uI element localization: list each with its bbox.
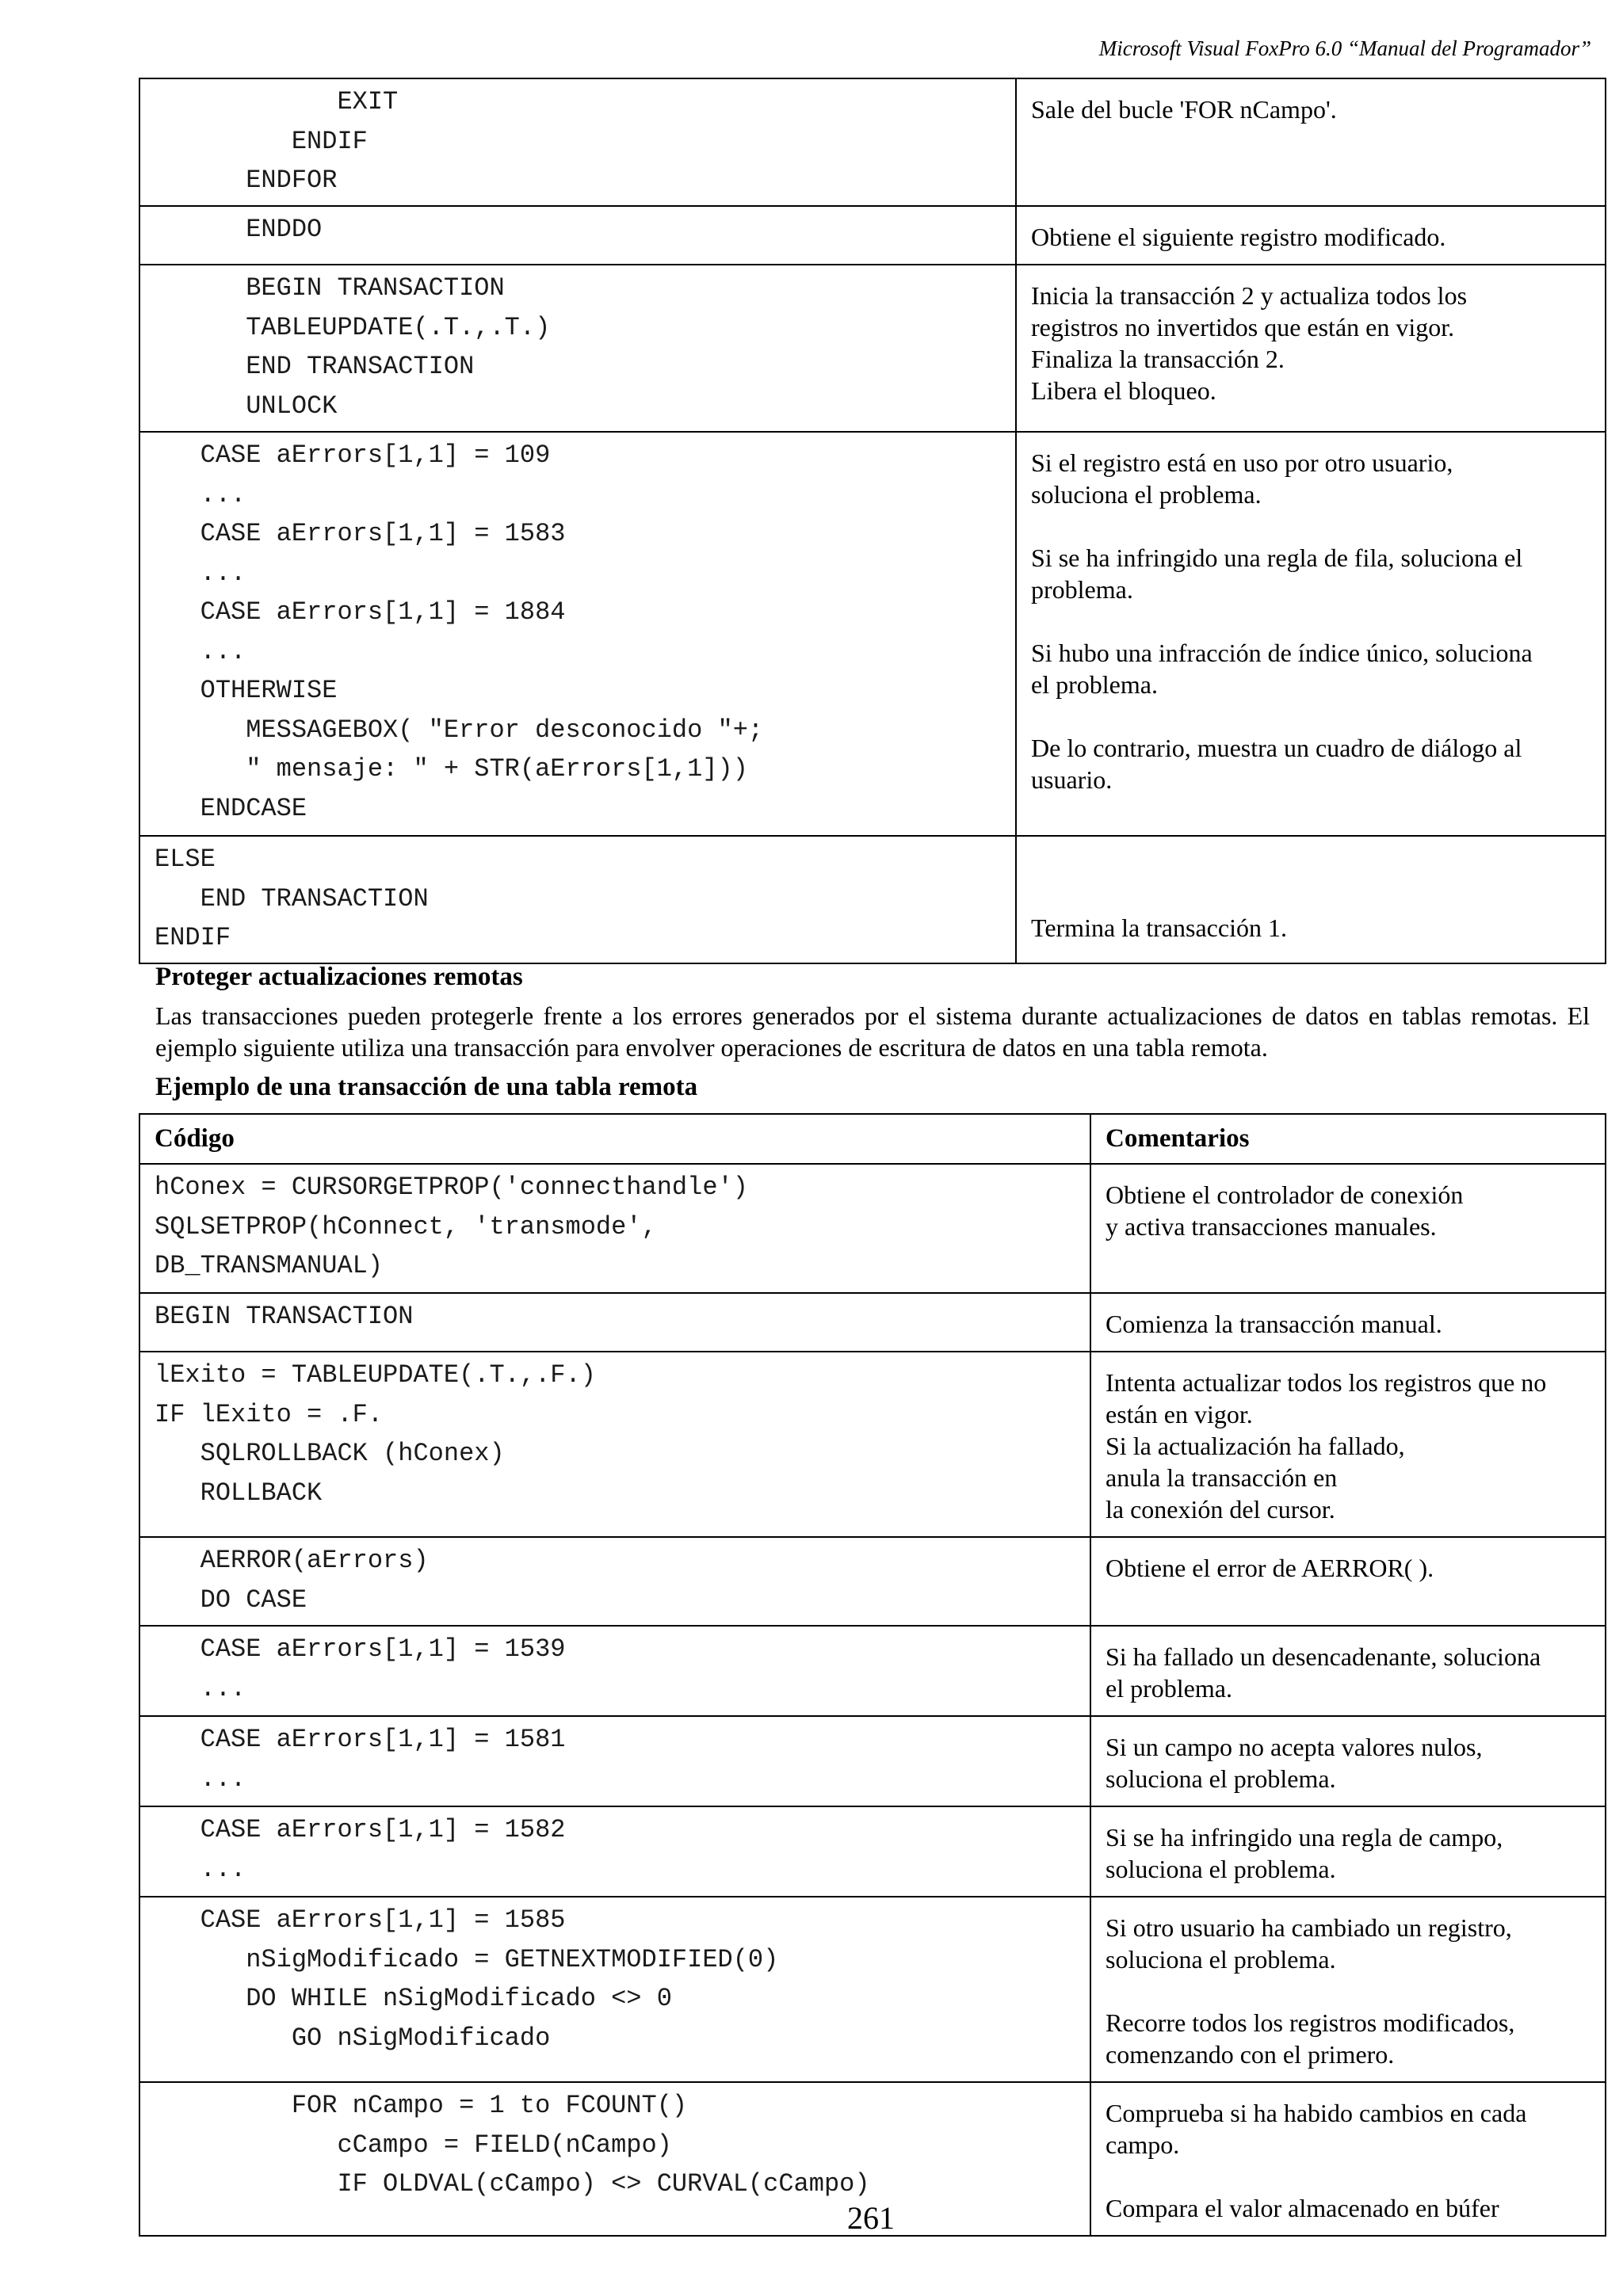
comment-cell: Comprueba si ha habido cambios en cada campo. Compara el valor almacenado en búfer: [1090, 2082, 1606, 2236]
table-row: [139, 1626, 1606, 1716]
comment-cell: Si ha fallado un desencadenante, soluciona el problema.: [1090, 1626, 1606, 1716]
comment-cell: Obtiene el siguiente registro modificado.: [1016, 206, 1606, 265]
example-title: Ejemplo de una transacción de una tabla remota: [155, 1073, 698, 1101]
table-header-row: [139, 1114, 1606, 1164]
code-cell: ELSE END TRANSACTION ENDIF: [139, 836, 1016, 963]
table-row: [139, 836, 1606, 963]
comment-cell: Si otro usuario ha cambiado un registro, soluciona el problema. Recorre todos los registros modificados, comenzando con el primero.: [1090, 1897, 1606, 2082]
table-row: [139, 1164, 1606, 1293]
column-header-comments: Comentarios: [1090, 1114, 1606, 1164]
comment-cell: Si el registro está en uso por otro usuario, soluciona el problema. Si se ha infringido una regla de fila, soluciona el problema. Si hubo una infracción de índice único, soluciona el problema. De lo contrario, muestra un cuadro de diálogo al usuario.: [1016, 432, 1606, 836]
code-cell: EXIT ENDIF ENDFOR: [139, 78, 1016, 206]
page-number: 261: [847, 2200, 895, 2236]
running-header: Microsoft Visual FoxPro 6.0 “Manual del Programador”: [1098, 36, 1591, 60]
table-row: [139, 1897, 1606, 2082]
table-row: [139, 206, 1606, 265]
comment-cell: Si un campo no acepta valores nulos, soluciona el problema.: [1090, 1716, 1606, 1806]
table-row: [139, 265, 1606, 432]
code-cell: BEGIN TRANSACTION: [139, 1293, 1090, 1352]
code-cell: CASE aErrors[1,1] = 1539 ...: [139, 1626, 1090, 1716]
table-row: [139, 1806, 1606, 1897]
table-row: [139, 1352, 1606, 1537]
code-cell: BEGIN TRANSACTION TABLEUPDATE(.T.,.T.) END TRANSACTION UNLOCK: [139, 265, 1016, 432]
code-cell: lExito = TABLEUPDATE(.T.,.F.) IF lExito = .F. SQLROLLBACK (hConex) ROLLBACK: [139, 1352, 1090, 1537]
comment-cell: Obtiene el error de AERROR( ).: [1090, 1537, 1606, 1626]
comment-cell: Comienza la transacción manual.: [1090, 1293, 1606, 1352]
comment-cell: Termina la transacción 1.: [1016, 836, 1606, 963]
section-title: Proteger actualizaciones remotas: [155, 963, 523, 991]
table-row: [139, 432, 1606, 836]
column-header-code: Código: [139, 1114, 1090, 1164]
comment-cell: Si se ha infringido una regla de campo, soluciona el problema.: [1090, 1806, 1606, 1897]
code-cell: ENDDO: [139, 206, 1016, 265]
code-cell: CASE aErrors[1,1] = 109 ... CASE aErrors[1,1] = 1583 ... CASE aErrors[1,1] = 1884 ... OTHERWISE MESSAGEBOX( "Error desconocido "+; " mensaje: " + STR(aErrors[1,1])) ENDCASE: [139, 432, 1016, 836]
code-cell: CASE aErrors[1,1] = 1582 ...: [139, 1806, 1090, 1897]
code-cell: CASE aErrors[1,1] = 1585 nSigModificado = GETNEXTMODIFIED(0) DO WHILE nSigModificado <> 0 GO nSigModificado: [139, 1897, 1090, 2082]
comment-cell: Intenta actualizar todos los registros que no están en vigor. Si la actualización ha fallado, anula la transacción en la conexión del cursor.: [1090, 1352, 1606, 1537]
section-paragraph: Las transacciones pueden protegerle frente a los errores generados por el sistema durante actualizaciones de datos en tablas remotas. El ejemplo siguiente utiliza una transacción para envolver operaciones de escritura de datos en una tabla remota.: [155, 1001, 1590, 1062]
code-cell: hConex = CURSORGETPROP('connecthandle') SQLSETPROP(hConnect, 'transmode', DB_TRANSMANUAL): [139, 1164, 1090, 1293]
comment-cell: Obtiene el controlador de conexión y activa transacciones manuales.: [1090, 1164, 1606, 1293]
remote-transaction-table: [139, 1113, 1606, 2237]
table-row: [139, 1716, 1606, 1806]
code-cell: CASE aErrors[1,1] = 1581 ...: [139, 1716, 1090, 1806]
comment-cell: Inicia la transacción 2 y actualiza todos los registros no invertidos que están en vigor. Finaliza la transacción 2. Libera el bloqueo.: [1016, 265, 1606, 432]
code-cell: AERROR(aErrors) DO CASE: [139, 1537, 1090, 1626]
code-cell: FOR nCampo = 1 to FCOUNT() cCampo = FIELD(nCampo) IF OLDVAL(cCampo) <> CURVAL(cCampo): [139, 2082, 1090, 2236]
table-row: [139, 1537, 1606, 1626]
table-row: [139, 78, 1606, 206]
code-table-continued: [139, 78, 1606, 964]
table-row: [139, 1293, 1606, 1352]
comment-cell: Sale del bucle 'FOR nCampo'.: [1016, 78, 1606, 206]
